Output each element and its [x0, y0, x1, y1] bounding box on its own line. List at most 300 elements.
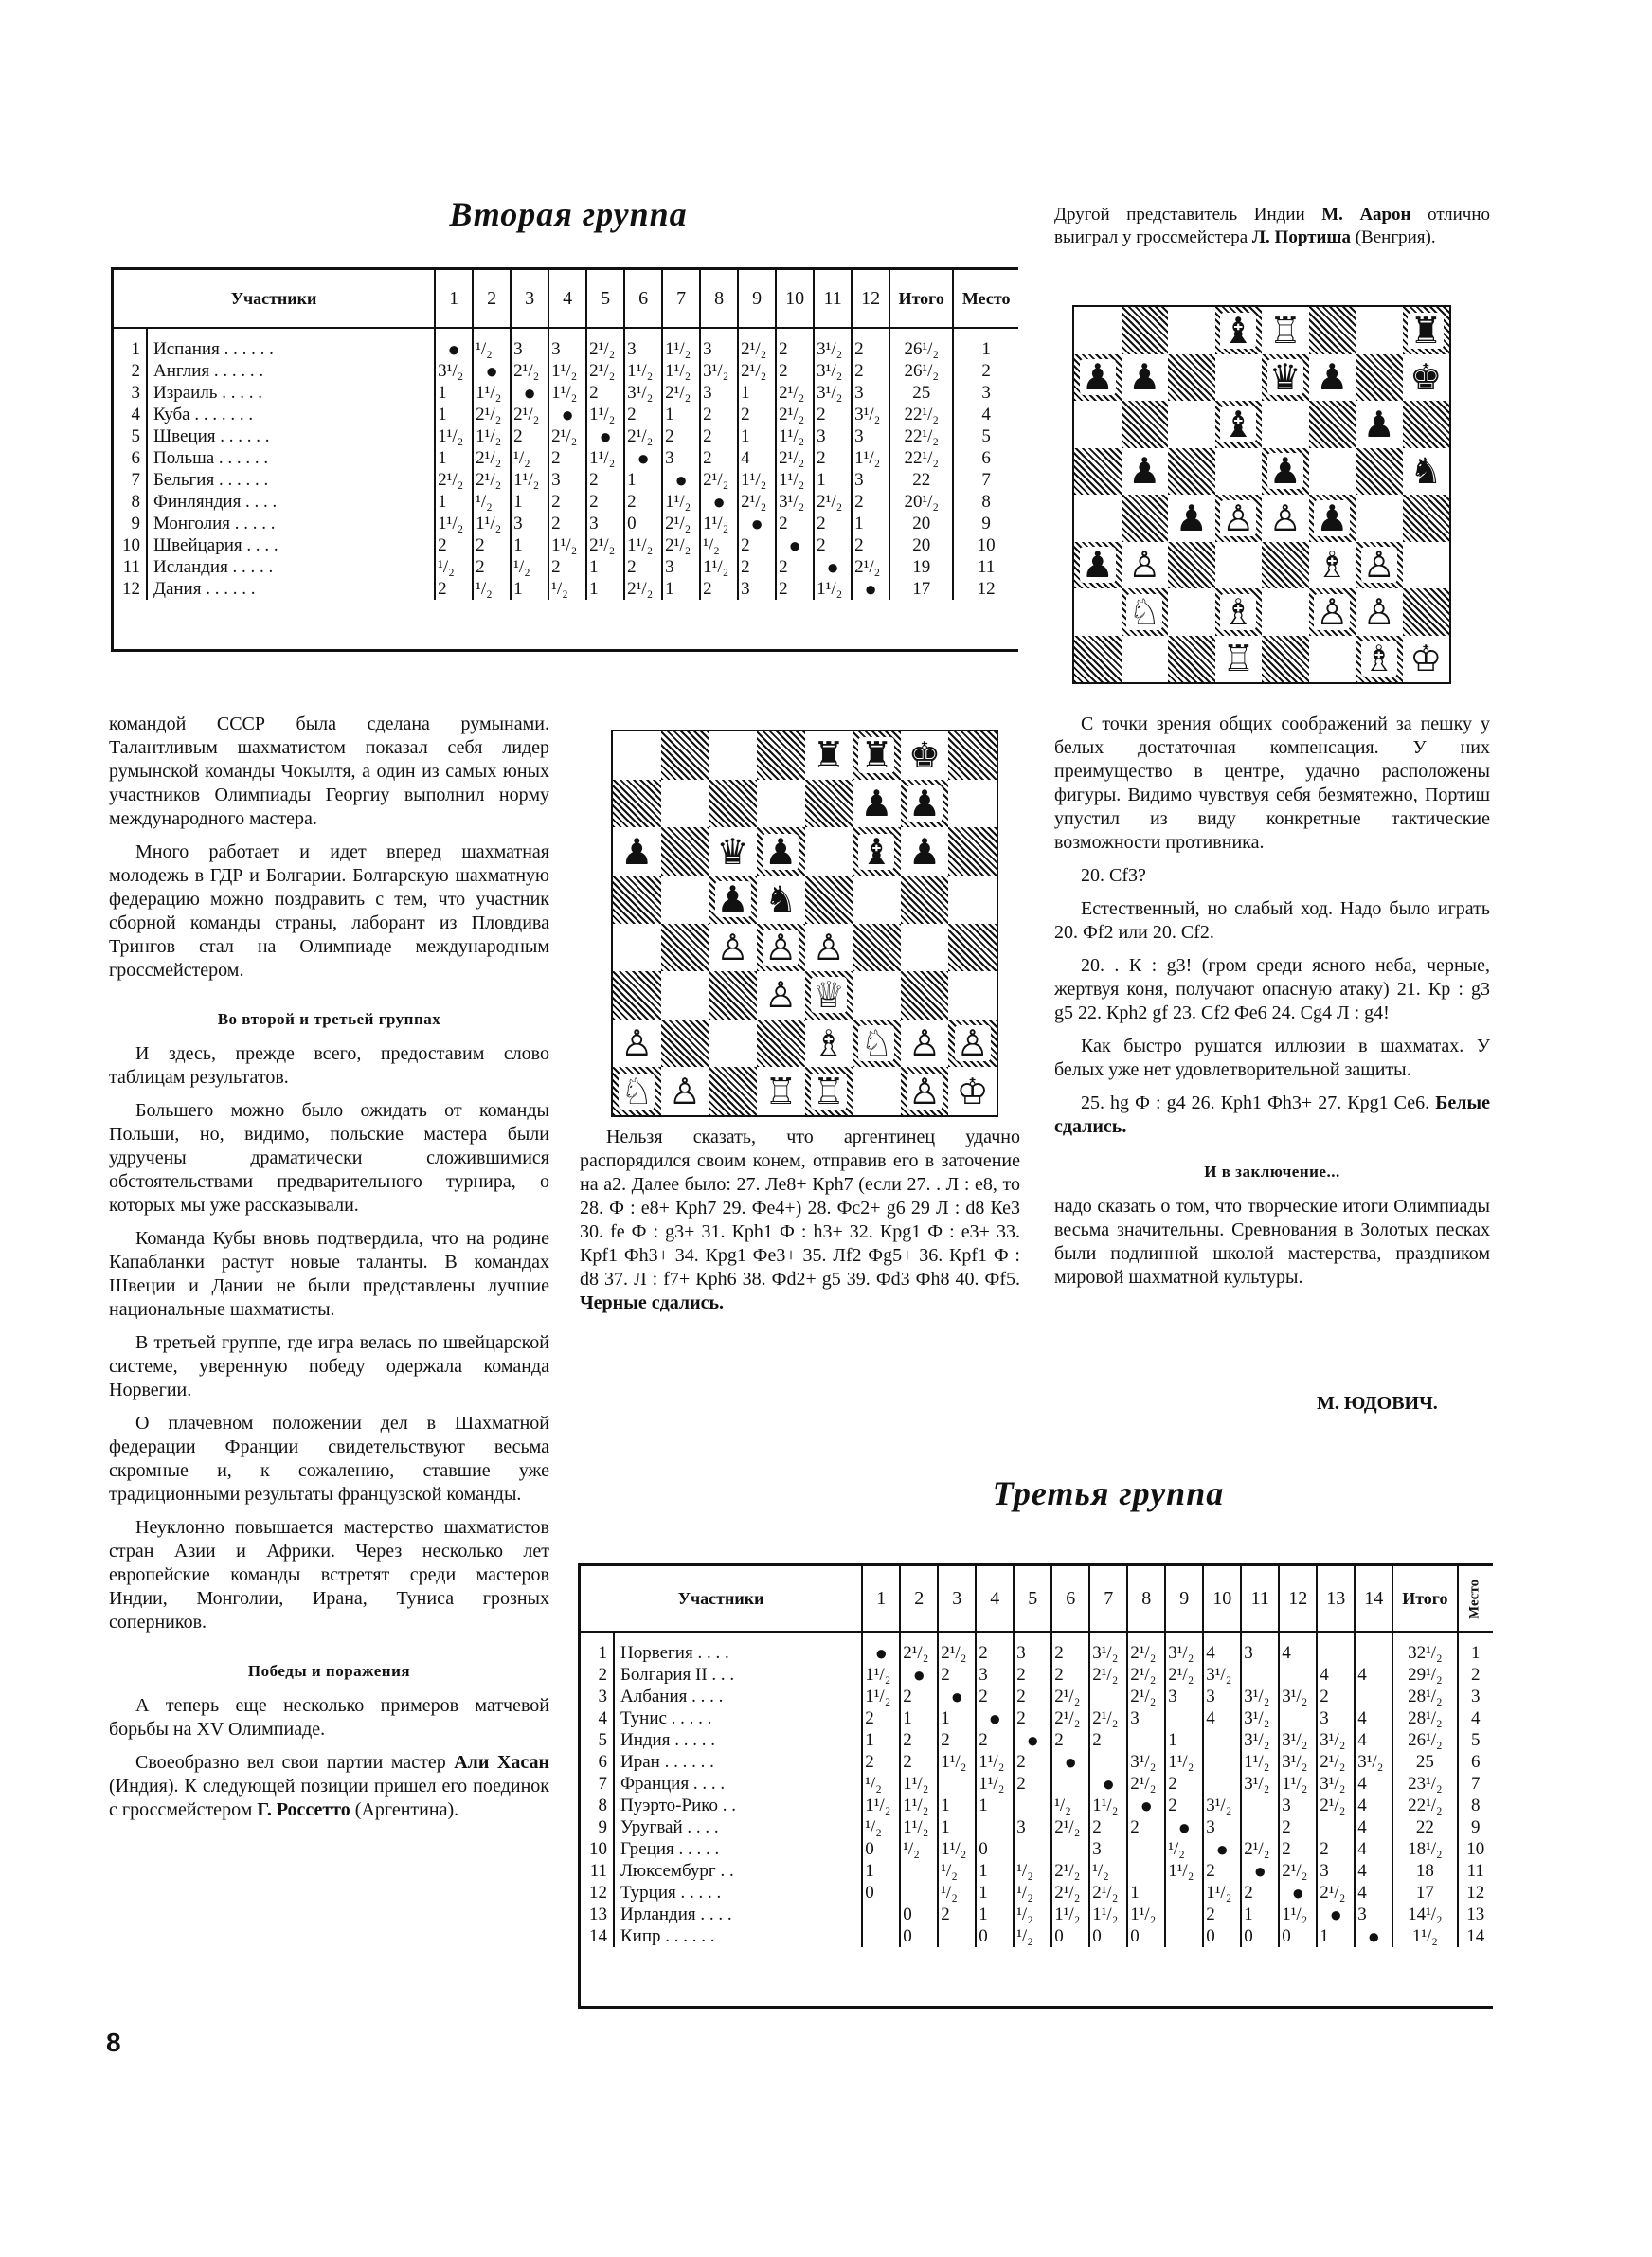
team-name: Англия . . . . . . — [147, 360, 435, 382]
score-cell: 3 — [1203, 1816, 1241, 1838]
score-cell: ¹/₂ — [473, 491, 511, 513]
score-cell: 3 — [1127, 1707, 1165, 1729]
score-cell — [1014, 1838, 1051, 1860]
total-score: 14¹/₂ — [1392, 1904, 1457, 1925]
score-cell: 1 — [435, 447, 473, 469]
score-cell: 1 — [1127, 1882, 1165, 1904]
board-square — [805, 1067, 853, 1115]
score-cell: 0 — [862, 1838, 900, 1860]
score-cell: 3 — [852, 425, 889, 447]
row-number: 4 — [598, 1708, 607, 1728]
table-row — [114, 491, 1018, 513]
board-square — [661, 780, 709, 828]
board-square — [1356, 542, 1403, 589]
score-cell: 2 — [1014, 1773, 1051, 1795]
table-row — [581, 1882, 1493, 1904]
score-cell: 2 — [776, 328, 814, 360]
place: 3 — [953, 382, 1018, 404]
team-name: Куба . . . . . . . — [147, 404, 435, 425]
score-cell — [1165, 1904, 1203, 1925]
board-square — [1122, 495, 1169, 542]
score-cell — [1355, 1686, 1392, 1707]
row-number: 1 — [131, 339, 140, 359]
score-cell: 2 — [1165, 1795, 1203, 1816]
score-cell: 2¹/₂ — [738, 491, 776, 513]
row-number: 8 — [131, 492, 140, 512]
score-cell: 1¹/₂ — [586, 404, 624, 425]
score-cell: 3¹/₂ — [814, 360, 852, 382]
board-square — [1262, 542, 1309, 589]
place: 6 — [953, 447, 1018, 469]
place: 5 — [1458, 1729, 1493, 1751]
score-cell: 3 — [1014, 1816, 1051, 1838]
score-cell: 3¹/₂ — [1127, 1751, 1165, 1773]
board-square — [661, 827, 709, 876]
white-rook-icon: ♖ — [1222, 638, 1255, 680]
score-cell: 2¹/₂ — [473, 404, 511, 425]
column-header: 9 — [738, 270, 776, 328]
score-cell: 2¹/₂ — [900, 1632, 938, 1664]
row-number: 9 — [131, 514, 140, 533]
score-cell: 2 — [624, 404, 662, 425]
score-cell: ● — [814, 556, 852, 578]
score-cell: 1¹/₂ — [586, 447, 624, 469]
score-cell: 2 — [776, 513, 814, 534]
score-cell: 3¹/₂ — [1241, 1707, 1279, 1729]
column-header: 13 — [1317, 1566, 1355, 1632]
board-square — [1215, 354, 1263, 402]
score-cell: ¹/₂ — [435, 556, 473, 578]
table-row — [114, 556, 1018, 578]
paragraph: 20. . К : g3! (гром среди ясного неба, черные, жертвуя коня, получают опасную атаку) 21. Кр : g3 g5 22. Крh2 gf 23. Cf2 Фе6 24. Cg4 Л : g4! — [1054, 955, 1490, 1023]
score-cell: ● — [548, 404, 586, 425]
total-score: 28¹/₂ — [1392, 1707, 1457, 1729]
total-score: 32¹/₂ — [1392, 1632, 1457, 1664]
black-pawn-icon: ♟ — [716, 878, 749, 921]
score-cell: 3¹/₂ — [1317, 1773, 1355, 1795]
score-cell: 2 — [900, 1729, 938, 1751]
paragraph: Неуклонно повышается мастерство шахматистов стран Азии и Африки. Через несколько лет европейские команды встретят среди мастеров Индии, Монголии, Ирана, Туниса грозных соперников. — [109, 1517, 549, 1633]
place: 7 — [1458, 1773, 1493, 1795]
score-cell: 1¹/₂ — [776, 469, 814, 491]
white-pawn-icon: ♙ — [764, 974, 798, 1017]
total-score: 26¹/₂ — [1392, 1729, 1457, 1751]
result-white-resigned: Белые сдались. — [1054, 1092, 1490, 1137]
score-cell — [1089, 1686, 1127, 1707]
board-square — [757, 971, 805, 1020]
place: 3 — [1458, 1686, 1493, 1707]
board-square — [1074, 495, 1122, 542]
table-row — [581, 1729, 1493, 1751]
board-square — [853, 876, 901, 924]
score-cell: ¹/₂ — [1014, 1925, 1051, 1947]
white-bishop-icon: ♗ — [1362, 638, 1395, 680]
score-cell: 2 — [1014, 1707, 1051, 1729]
group3-title: Третья группа — [992, 1474, 1225, 1512]
table-row — [581, 1707, 1493, 1729]
white-pawn-icon: ♙ — [620, 1022, 654, 1065]
group3-table-frame — [578, 1563, 1493, 2009]
score-cell: 1¹/₂ — [976, 1773, 1014, 1795]
group2-table — [114, 270, 1018, 600]
score-cell — [1127, 1729, 1165, 1751]
row-number: 5 — [598, 1730, 607, 1750]
score-cell: 1¹/₂ — [662, 360, 700, 382]
score-cell: 2 — [976, 1686, 1014, 1707]
team-name: Уругвай . . . . — [614, 1816, 862, 1838]
board-square — [853, 1020, 901, 1068]
score-cell: 2¹/₂ — [1127, 1686, 1165, 1707]
score-cell: 1¹/₂ — [938, 1838, 976, 1860]
score-cell: 0 — [976, 1838, 1014, 1860]
score-cell: 1 — [976, 1904, 1014, 1925]
score-cell: 1¹/₂ — [435, 513, 473, 534]
board-square — [757, 827, 805, 876]
score-cell: 2 — [938, 1664, 976, 1686]
score-cell: 0 — [1051, 1925, 1089, 1947]
score-cell: 1¹/₂ — [700, 513, 738, 534]
black-rook-icon: ♜ — [860, 734, 893, 777]
board-square — [853, 731, 901, 780]
white-pawn-icon: ♙ — [764, 926, 798, 968]
team-name: Израиль . . . . . — [147, 382, 435, 404]
score-cell: 4 — [1279, 1632, 1317, 1664]
score-cell: 2 — [1014, 1751, 1051, 1773]
score-cell: 2 — [852, 360, 889, 382]
team-name: Норвегия . . . . — [614, 1632, 862, 1664]
total-score: 23¹/₂ — [1392, 1773, 1457, 1795]
board-square — [757, 780, 805, 828]
board-square — [901, 1067, 949, 1115]
board-square — [1122, 542, 1169, 589]
table-row — [114, 447, 1018, 469]
black-pawn-icon: ♟ — [908, 782, 942, 824]
total-score: 22¹/₂ — [889, 404, 953, 425]
score-cell: 2¹/₂ — [1051, 1686, 1089, 1707]
score-cell: 4 — [1203, 1632, 1241, 1664]
table-row — [581, 1904, 1493, 1925]
score-cell: 3 — [1203, 1686, 1241, 1707]
board-square — [1168, 448, 1215, 496]
player-aaron: М. Аарон — [1321, 205, 1411, 225]
score-cell: 3¹/₂ — [1279, 1686, 1317, 1707]
score-cell: 4 — [1355, 1795, 1392, 1816]
score-cell: 1¹/₂ — [1279, 1904, 1317, 1925]
score-cell: ● — [1051, 1751, 1089, 1773]
table-row — [581, 1632, 1493, 1664]
total-score: 29¹/₂ — [1392, 1664, 1457, 1686]
place: 12 — [953, 578, 1018, 600]
score-cell: ● — [586, 425, 624, 447]
table-row — [581, 1686, 1493, 1707]
score-cell: 1¹/₂ — [862, 1686, 900, 1707]
board-square — [709, 924, 757, 972]
result-black-resigned: Черные сдались. — [580, 1292, 725, 1313]
board-square — [1122, 307, 1169, 354]
score-cell: 3¹/₂ — [776, 491, 814, 513]
score-cell: 2 — [1127, 1816, 1165, 1838]
score-cell: 4 — [1355, 1860, 1392, 1882]
total-score: 22¹/₂ — [1392, 1795, 1457, 1816]
column-header: 10 — [1203, 1566, 1241, 1632]
board-square — [1215, 542, 1263, 589]
score-cell: ¹/₂ — [511, 556, 548, 578]
board-square — [1122, 636, 1169, 683]
score-cell — [900, 1882, 938, 1904]
total-score: 22 — [1392, 1816, 1457, 1838]
score-cell: ● — [1317, 1904, 1355, 1925]
paragraph: Как быстро рушатся иллюзии в шахматах. У белых уже нет удовлетворительной защиты. — [1054, 1036, 1490, 1080]
board-square — [853, 1067, 901, 1115]
board-square — [1215, 307, 1263, 354]
column-header: 3 — [511, 270, 548, 328]
score-cell: 1¹/₂ — [700, 556, 738, 578]
board-square — [1403, 588, 1450, 636]
score-cell: 2¹/₂ — [662, 534, 700, 556]
player-portisch: Л. Портиша — [1251, 227, 1351, 247]
paragraph: В третьей группе, где игра велась по швейцарской системе, уверенную победу одержала команда Норвегии. — [109, 1332, 549, 1400]
team-name: Албания . . . . — [614, 1686, 862, 1707]
board-square — [901, 731, 949, 780]
score-cell: 0 — [862, 1882, 900, 1904]
score-cell: 4 — [738, 447, 776, 469]
score-cell: 1 — [976, 1882, 1014, 1904]
score-cell: 2 — [862, 1707, 900, 1729]
score-cell: 1 — [900, 1707, 938, 1729]
score-cell: 3 — [852, 469, 889, 491]
team-name: Тунис . . . . . — [614, 1707, 862, 1729]
score-cell: 3¹/₂ — [435, 360, 473, 382]
board-square — [901, 1020, 949, 1068]
score-cell: 2 — [1089, 1729, 1127, 1751]
score-cell: ¹/₂ — [938, 1860, 976, 1882]
place: 8 — [1458, 1795, 1493, 1816]
white-pawn-icon: ♙ — [1362, 590, 1395, 633]
score-cell: ● — [700, 491, 738, 513]
score-cell: 3¹/₂ — [1279, 1751, 1317, 1773]
score-cell: ● — [662, 469, 700, 491]
score-cell: ● — [852, 578, 889, 600]
score-cell: 1¹/₂ — [624, 534, 662, 556]
right-column — [1054, 713, 1490, 1299]
score-cell: 3¹/₂ — [1203, 1664, 1241, 1686]
score-cell: 1¹/₂ — [473, 425, 511, 447]
row-number: 11 — [122, 557, 140, 577]
black-pawn-icon: ♟ — [908, 830, 942, 873]
black-pawn-icon: ♟ — [1175, 497, 1208, 539]
place: 4 — [1458, 1707, 1493, 1729]
board-square — [1262, 354, 1309, 402]
total-score: 20 — [889, 534, 953, 556]
score-cell: 3 — [548, 328, 586, 360]
score-cell: 0 — [1203, 1925, 1241, 1947]
board-square — [661, 731, 709, 780]
score-cell: 1 — [662, 578, 700, 600]
score-cell: 1 — [938, 1707, 976, 1729]
table-row — [114, 425, 1018, 447]
score-cell: 1¹/₂ — [435, 425, 473, 447]
score-cell — [976, 1816, 1014, 1838]
score-cell: 2¹/₂ — [1127, 1773, 1165, 1795]
score-cell: 2 — [1014, 1686, 1051, 1707]
column-header: 2 — [900, 1566, 938, 1632]
board-square — [1262, 495, 1309, 542]
score-cell: 3¹/₂ — [1279, 1729, 1317, 1751]
team-name: Греция . . . . . — [614, 1838, 862, 1860]
black-knight-icon: ♞ — [764, 878, 798, 921]
team-name: Кипр . . . . . . — [614, 1925, 862, 1947]
score-cell: 1 — [435, 382, 473, 404]
white-knight-icon: ♘ — [1128, 590, 1161, 633]
score-cell: 2 — [738, 404, 776, 425]
column-header: 1 — [435, 270, 473, 328]
score-cell: 2 — [700, 425, 738, 447]
black-pawn-icon: ♟ — [860, 782, 893, 824]
score-cell: 2 — [435, 534, 473, 556]
board-square — [757, 731, 805, 780]
author-signature: М. ЮДОВИЧ. — [1317, 1393, 1438, 1414]
score-cell: 2¹/₂ — [586, 360, 624, 382]
score-cell: 1¹/₂ — [548, 382, 586, 404]
participants-header: Участники — [581, 1566, 862, 1632]
table-row — [114, 328, 1018, 360]
total-score: 22 — [889, 469, 953, 491]
score-cell: 2¹/₂ — [548, 425, 586, 447]
board-square — [613, 1020, 661, 1068]
paragraph: И здесь, прежде всего, предоставим слово таблицам результатов. — [109, 1043, 549, 1088]
score-cell: 3¹/₂ — [852, 404, 889, 425]
score-cell: 1¹/₂ — [511, 469, 548, 491]
score-cell: 3¹/₂ — [1089, 1632, 1127, 1664]
board-square — [1074, 588, 1122, 636]
black-pawn-icon: ♟ — [620, 830, 654, 873]
column-header: 12 — [852, 270, 889, 328]
column-header: 8 — [1127, 1566, 1165, 1632]
score-cell: 3¹/₂ — [700, 360, 738, 382]
column-header: 1 — [862, 1566, 900, 1632]
score-cell: 2 — [1317, 1838, 1355, 1860]
total-score: 28¹/₂ — [1392, 1686, 1457, 1707]
score-cell: 3¹/₂ — [1203, 1795, 1241, 1816]
board-square — [901, 876, 949, 924]
score-cell: 2 — [1051, 1632, 1089, 1664]
row-number: 13 — [589, 1905, 607, 1924]
board-square — [1215, 588, 1263, 636]
player-rossetto: Г. Россетто — [257, 1799, 350, 1820]
score-cell: 3¹/₂ — [1241, 1686, 1279, 1707]
score-cell: 1 — [1165, 1729, 1203, 1751]
score-cell: 2¹/₂ — [586, 328, 624, 360]
score-cell: 2¹/₂ — [1051, 1882, 1089, 1904]
table-row — [581, 1751, 1493, 1773]
score-cell: 2¹/₂ — [814, 491, 852, 513]
score-cell: 3 — [976, 1664, 1014, 1686]
board-square — [1309, 307, 1356, 354]
score-cell: ¹/₂ — [1014, 1904, 1051, 1925]
score-cell: 4 — [1355, 1882, 1392, 1904]
board-square — [1168, 307, 1215, 354]
score-cell: 1 — [976, 1860, 1014, 1882]
score-cell: 2 — [548, 447, 586, 469]
score-cell: ¹/₂ — [1014, 1882, 1051, 1904]
column-header: 11 — [814, 270, 852, 328]
table-row — [114, 578, 1018, 600]
score-cell: ¹/₂ — [862, 1773, 900, 1795]
score-cell: 0 — [900, 1904, 938, 1925]
score-cell: 2 — [900, 1686, 938, 1707]
score-cell: 3 — [738, 578, 776, 600]
score-cell: 2 — [511, 425, 548, 447]
black-rook-icon: ♜ — [1410, 309, 1443, 352]
score-cell: 2¹/₂ — [1127, 1664, 1165, 1686]
row-number: 5 — [131, 426, 140, 446]
score-cell — [1279, 1664, 1317, 1686]
black-rook-icon: ♜ — [812, 734, 845, 777]
table-row — [114, 404, 1018, 425]
score-cell: 0 — [1241, 1925, 1279, 1947]
score-cell: 3 — [700, 382, 738, 404]
score-cell: 2 — [976, 1729, 1014, 1751]
board-square — [805, 971, 853, 1020]
board-square — [1403, 354, 1450, 402]
total-header: Итого — [889, 270, 953, 328]
table-row — [581, 1860, 1493, 1882]
column-header: 5 — [1014, 1566, 1051, 1632]
board-square — [1215, 401, 1263, 448]
score-cell: 2 — [938, 1729, 976, 1751]
column-header: 9 — [1165, 1566, 1203, 1632]
score-cell: 2 — [976, 1632, 1014, 1664]
total-score: 25 — [889, 382, 953, 404]
board-square — [709, 876, 757, 924]
board-square — [1168, 588, 1215, 636]
row-number: 4 — [131, 405, 140, 424]
black-bishop-icon: ♝ — [1222, 403, 1255, 445]
score-cell: 2 — [814, 513, 852, 534]
score-cell: 2¹/₂ — [776, 447, 814, 469]
board-square — [1356, 636, 1403, 683]
score-cell: 1¹/₂ — [662, 491, 700, 513]
score-cell: 3 — [662, 447, 700, 469]
row-number: 7 — [598, 1774, 607, 1794]
board-square — [1074, 448, 1122, 496]
white-bishop-icon: ♗ — [1222, 590, 1255, 633]
board-square — [948, 731, 997, 780]
score-cell: 2¹/₂ — [738, 360, 776, 382]
row-number: 3 — [598, 1687, 607, 1706]
board-square — [1262, 401, 1309, 448]
score-cell: 4 — [1355, 1816, 1392, 1838]
board-square — [1356, 307, 1403, 354]
score-cell: 2 — [662, 425, 700, 447]
black-pawn-icon: ♟ — [1316, 497, 1349, 539]
team-name: Дания . . . . . . — [147, 578, 435, 600]
score-cell: 2 — [473, 534, 511, 556]
board-square — [613, 924, 661, 972]
row-number: 9 — [598, 1817, 607, 1837]
score-cell: 3¹/₂ — [1241, 1773, 1279, 1795]
score-cell: 2¹/₂ — [852, 556, 889, 578]
board-square — [1074, 636, 1122, 683]
score-cell: 3 — [1317, 1860, 1355, 1882]
score-cell: 2 — [700, 578, 738, 600]
score-cell: 1 — [862, 1729, 900, 1751]
paragraph: Нельзя сказать, что аргентинец удачно распорядился своим конем, отправив его в заточение на а2. Далее было: 27. Ле8+ Крh7 (если 27. . Л : е8, то 28. Ф : е8+ Крh7 29. Фе4+) 28. Фс2+ g6 29 Л : d8 Ке3 30. fe Ф : g3+ 31. Крh1 Ф : h3+ 32. Крg1 Ф : е3+ 33. Крf1 Фh3+ 34. Крg1 Фе3+ 35. Лf2 Фg5+ 36. Крf1 Ф : d8 37. Л : f7+ Крh6 38. Фd2+ g5 39. Фd3 Фh8 40. Фf5. Черные сдались. — [580, 1127, 1020, 1313]
score-cell — [1203, 1751, 1241, 1773]
score-cell — [862, 1904, 900, 1925]
paragraph: Большего можно было ожидать от команды Польши, но, видимо, польские мастера были удручены драматически сложившимися обстоятельствами предварительного турнира, о которых мы уже рассказывали. — [109, 1100, 549, 1216]
score-cell: ¹/₂ — [1014, 1860, 1051, 1882]
